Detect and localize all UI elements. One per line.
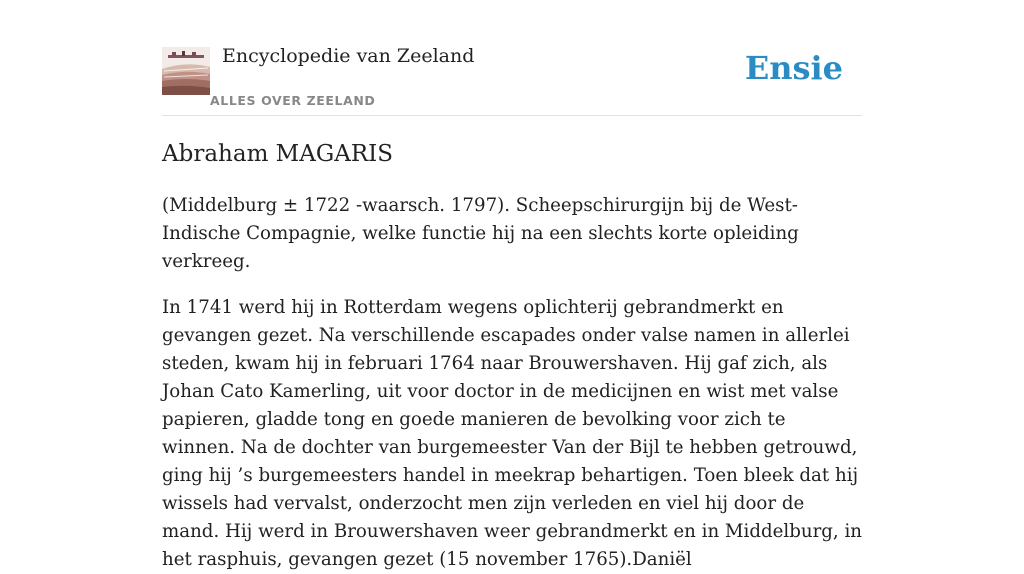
article-paragraph: (Middelburg ± 1722 -waarsch. 1797). Scheepschirurgijn bij de West-Indische Compagnie, welke functie hij na een slechts korte opleiding verkreeg. <box>162 195 799 272</box>
site-header <box>162 0 862 116</box>
site-subtitle: ALLES OVER ZEELAND <box>210 93 376 108</box>
site-title-link[interactable]: Encyclopedie van Zeeland <box>222 45 475 67</box>
book-pages-icon <box>162 47 210 95</box>
site-avatar[interactable] <box>162 47 210 95</box>
article-paragraph: In 1741 werd hij in Rotterdam wegens oplichterij gebrandmerkt en gevangen gezet. Na verschillende escapades onder valse namen in allerlei steden, kwam hij in februari 1764 naar Brouwershaven. Hij gaf zich, als Johan Cato Kamerling, uit voor doctor in de medicijnen en wist met valse papieren, gladde tong en goede manieren de bevolking voor zich te winnen. Na de dochter van burgemeester Van der Bijl te hebben getrouwd, ging hij ’s burgemeesters handel in meekrap behartigen. Toen bleek dat hij wissels had vervalst, onderzocht men zijn verleden en viel hij door de mand. Hij werd in Brouwershaven weer gebrandmerkt en in Middelburg, in het rasphuis, gevangen gezet (15 november 1765).Daniël <box>162 297 863 570</box>
article-title: Abraham MAGARIS <box>162 141 393 167</box>
brand-logo-link[interactable]: Ensie <box>744 49 843 87</box>
article <box>162 138 864 574</box>
